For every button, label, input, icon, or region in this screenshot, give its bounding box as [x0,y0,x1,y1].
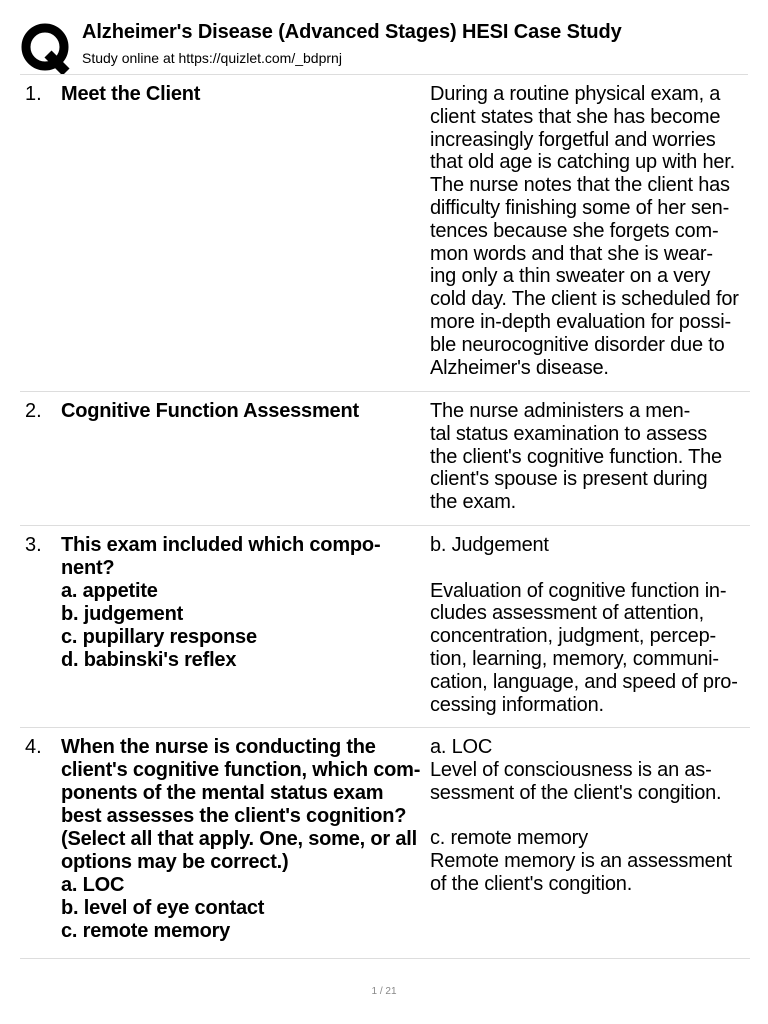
term-line: b. level of eye contact [61,897,265,919]
definition-line: tal status examination to assess [430,422,708,445]
term-line: Cognitive Function Assessment [61,400,359,422]
definition-line: difficulty finishing some of her sen- [430,196,730,219]
term-line: c. remote memory [61,920,231,942]
page-title: Alzheimer's Disease (Advanced Stages) HESI Case Study [82,21,622,43]
definition-line: cation, language, and speed of pro- [430,670,738,693]
definition-line: that old age is catching up with her. [430,151,736,174]
card-number: 1. [25,83,42,105]
definition-line: The nurse administers a men- [430,400,691,422]
definition-line: tences because she forgets com- [430,219,719,242]
definition-line: concentration, judgment, percep- [430,625,716,648]
term-line: d. babinski's reflex [61,649,237,671]
definition-line: increasingly forgetful and worries [430,128,716,151]
quizlet-q-logo-icon [20,22,72,74]
card-term [61,400,431,423]
term-line: Meet the Client [61,83,201,105]
definition-line: Evaluation of cognitive function in- [430,579,727,602]
definition-line: more in-depth evaluation for possi- [430,310,731,333]
term-line: nent? [61,557,115,579]
term-line: (Select all that apply. One, some, or all [61,828,417,850]
card-number: 2. [25,400,42,422]
flashcard-row [20,75,750,392]
definition-spacer [430,804,750,827]
card-definition [430,400,750,514]
definition-line: sessment of the client's congition. [430,781,722,804]
definition-line: the client's cognitive function. The [430,445,722,468]
definition-line: of the client's congition. [430,872,633,895]
definition-line: Remote memory is an assessment [430,849,732,872]
definition-line: cessing information. [430,693,604,716]
definition-line: cold day. The client is scheduled for [430,288,739,311]
definition-line: During a routine physical exam, a [430,83,721,105]
definition-spacer [430,557,750,580]
study-online-link[interactable]: Study online at https://quizlet.com/_bdprnj [82,50,342,66]
definition-line: a. LOC [430,736,493,758]
definition-line: mon words and that she is wear- [430,242,713,265]
definition-line: client states that she has become [430,105,721,128]
definition-line: client's spouse is present during [430,468,708,491]
card-term [61,534,431,672]
flashcard-row [20,392,750,526]
term-line: a. appetite [61,580,158,602]
definition-line: b. Judgement [430,534,549,556]
term-line: b. judgement [61,603,184,625]
card-term [61,736,431,943]
card-term [61,83,431,106]
page-indicator: 1 / 21 [371,986,397,997]
card-definition [430,534,750,716]
term-line: options may be correct.) [61,851,289,873]
definition-line: ing only a thin sweater on a very [430,265,711,288]
card-definition [430,736,750,896]
card-definition [430,83,750,379]
term-line: This exam included which compo- [61,534,381,556]
definition-line: The nurse notes that the client has [430,174,730,197]
definition-line: the exam. [430,491,517,514]
flashcard-row [20,526,750,728]
card-number: 3. [25,534,42,556]
page-header [20,18,748,75]
definition-line: Alzheimer's disease. [430,356,609,379]
definition-line: c. remote memory [430,827,588,850]
term-line: client's cognitive function, which com- [61,759,421,781]
definition-line: cludes assessment of attention, [430,602,704,625]
term-line: When the nurse is conducting the [61,736,376,758]
term-line: a. LOC [61,874,125,896]
definition-line: tion, learning, memory, communi- [430,647,719,670]
card-number: 4. [25,736,42,758]
flashcard-row [20,728,750,959]
term-line: c. pupillary response [61,626,257,648]
term-line: ponents of the mental status exam [61,782,384,804]
definition-line: Level of consciousness is an as- [430,758,712,781]
term-line: best assesses the client's cognition? [61,805,407,827]
definition-line: ble neurocognitive disorder due to [430,333,725,356]
